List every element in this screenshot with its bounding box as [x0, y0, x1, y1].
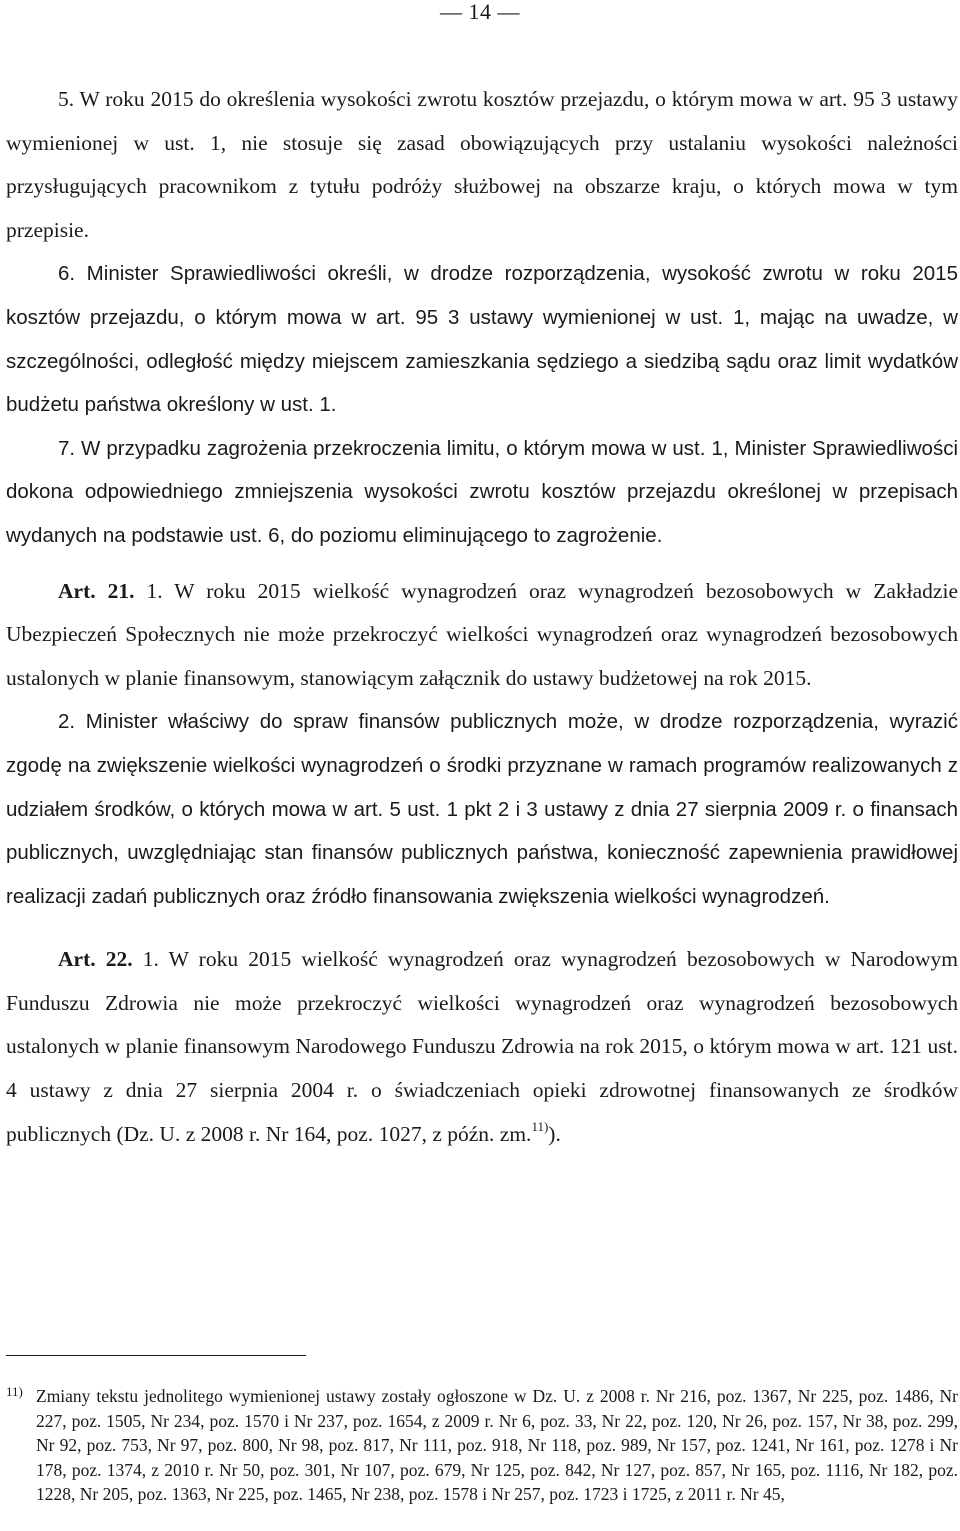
article-22-paragraph-1	[6, 938, 958, 1156]
footnote-separator	[6, 1355, 306, 1356]
footnote-reference[interactable]: 11)	[531, 1118, 549, 1134]
article-21-text: 1. W roku 2015 wielkość wynagrodzeń oraz wynagrodzeń bezosobowych w Zakładzie Ubezpieczeń Społecznych nie może przekroczyć wielkości wynagrodzeń oraz wynagrodzeń bezosobowych ustalonych w planie finansowym, stanowiącym załącznik do ustawy budżetowej na rok 2015.	[6, 578, 958, 690]
article-22-text: 1. W roku 2015 wielkość wynagrodzeń oraz wynagrodzeń bezosobowych w Narodowym Funduszu Zdrowia nie może przekroczyć wielkości wynagrodzeń oraz wynagrodzeń bezosobowych ustalonych w planie finansowym Narodowego Funduszu Zdrowia na rok 2015, o którym mowa w art. 121 ust. 4 ustawy z dnia 27 sierpnia 2004 r. o świadczeniach opieki zdrowotnej finansowanych ze środków publicznych (Dz. U. z 2008 r. Nr 164, poz. 1027, z późn. zm.	[6, 947, 958, 1146]
footnote	[6, 1384, 958, 1507]
article-21-paragraph-2: 2. Minister właściwy do spraw finansów publicznych może, w drodze rozporządzenia, wyrazić zgodę na zwiększenie wielkości wynagrodzeń o środki przyznane w ramach programów realizowanych z udziałem środków, o których mowa w art. 5 ust. 1 pkt 2 i 3 ustawy z dnia 27 sierpnia 2009 r. o finansach publicznych, uwzględniając stan finansów publicznych państwa, konieczność zapewnienia prawidłowej realizacji zadań publicznych oraz źródło finansowania zwiększenia wielkości wynagrodzeń.	[6, 710, 958, 908]
footnote-text: Zmiany tekstu jednolitego wymienionej ustawy zostały ogłoszone w Dz. U. z 2008 r. Nr 216, poz. 1367, Nr 225, poz. 1486, Nr 227, poz. 1505, Nr 234, poz. 1570 i Nr 237, poz. 1654, z 2009 r. Nr 6, poz. 33, Nr 22, poz. 120, Nr 26, poz. 157, Nr 38, poz. 299, Nr 92, poz. 753, Nr 97, poz. 800, Nr 98, poz. 817, Nr 111, poz. 918, Nr 118, poz. 989, Nr 157, poz. 1241, Nr 161, poz. 1278 i Nr 178, poz. 1374, z 2010 r. Nr 50, poz. 301, Nr 107, poz. 679, Nr 125, poz. 842, Nr 127, poz. 857, Nr 165, poz. 1116, Nr 182, poz. 1228, Nr 205, poz. 1363, Nr 225, poz. 1465, Nr 238, poz. 1578 i Nr 257, poz. 1723 i 1725, z 2011 r. Nr 45,	[36, 1386, 958, 1504]
article-22-closing: ).	[548, 1121, 561, 1146]
document-body	[6, 78, 958, 1156]
paragraph-6: 6. Minister Sprawiedliwości określi, w drodze rozporządzenia, wysokość zwrotu w roku 2015 kosztów przejazdu, o którym mowa w art. 95 3 ustawy wymienionej w ust. 1, mając na uwadze, w szczególności, odległość między miejscem zamieszkania sędziego a siedzibą sądu oraz limit wydatków budżetu państwa określony w ust. 1.	[6, 262, 958, 417]
paragraph-7: 7. W przypadku zagrożenia przekroczenia limitu, o którym mowa w ust. 1, Minister Sprawiedliwości dokona odpowiedniego zmniejszenia wysokości zwrotu kosztów przejazdu określonej w przepisach wydanych na podstawie ust. 6, do poziomu eliminującego to zagrożenie.	[6, 436, 958, 547]
article-22-label: Art. 22.	[58, 947, 133, 972]
article-21-paragraph-1	[6, 570, 958, 701]
page-number: — 14 —	[440, 0, 520, 24]
article-21-label: Art. 21.	[58, 578, 135, 603]
paragraph-5: 5. W roku 2015 do określenia wysokości zwrotu kosztów przejazdu, o którym mowa w art. 95 3 ustawy wymienionej w ust. 1, nie stosuje się zasad obowiązujących przy ustalaniu wysokości należności przysługujących pracownikom z tytułu podróży służbowej na obszarze kraju, o których mowa w tym przepisie.	[6, 87, 958, 242]
footnote-marker: 11)	[6, 1384, 23, 1399]
